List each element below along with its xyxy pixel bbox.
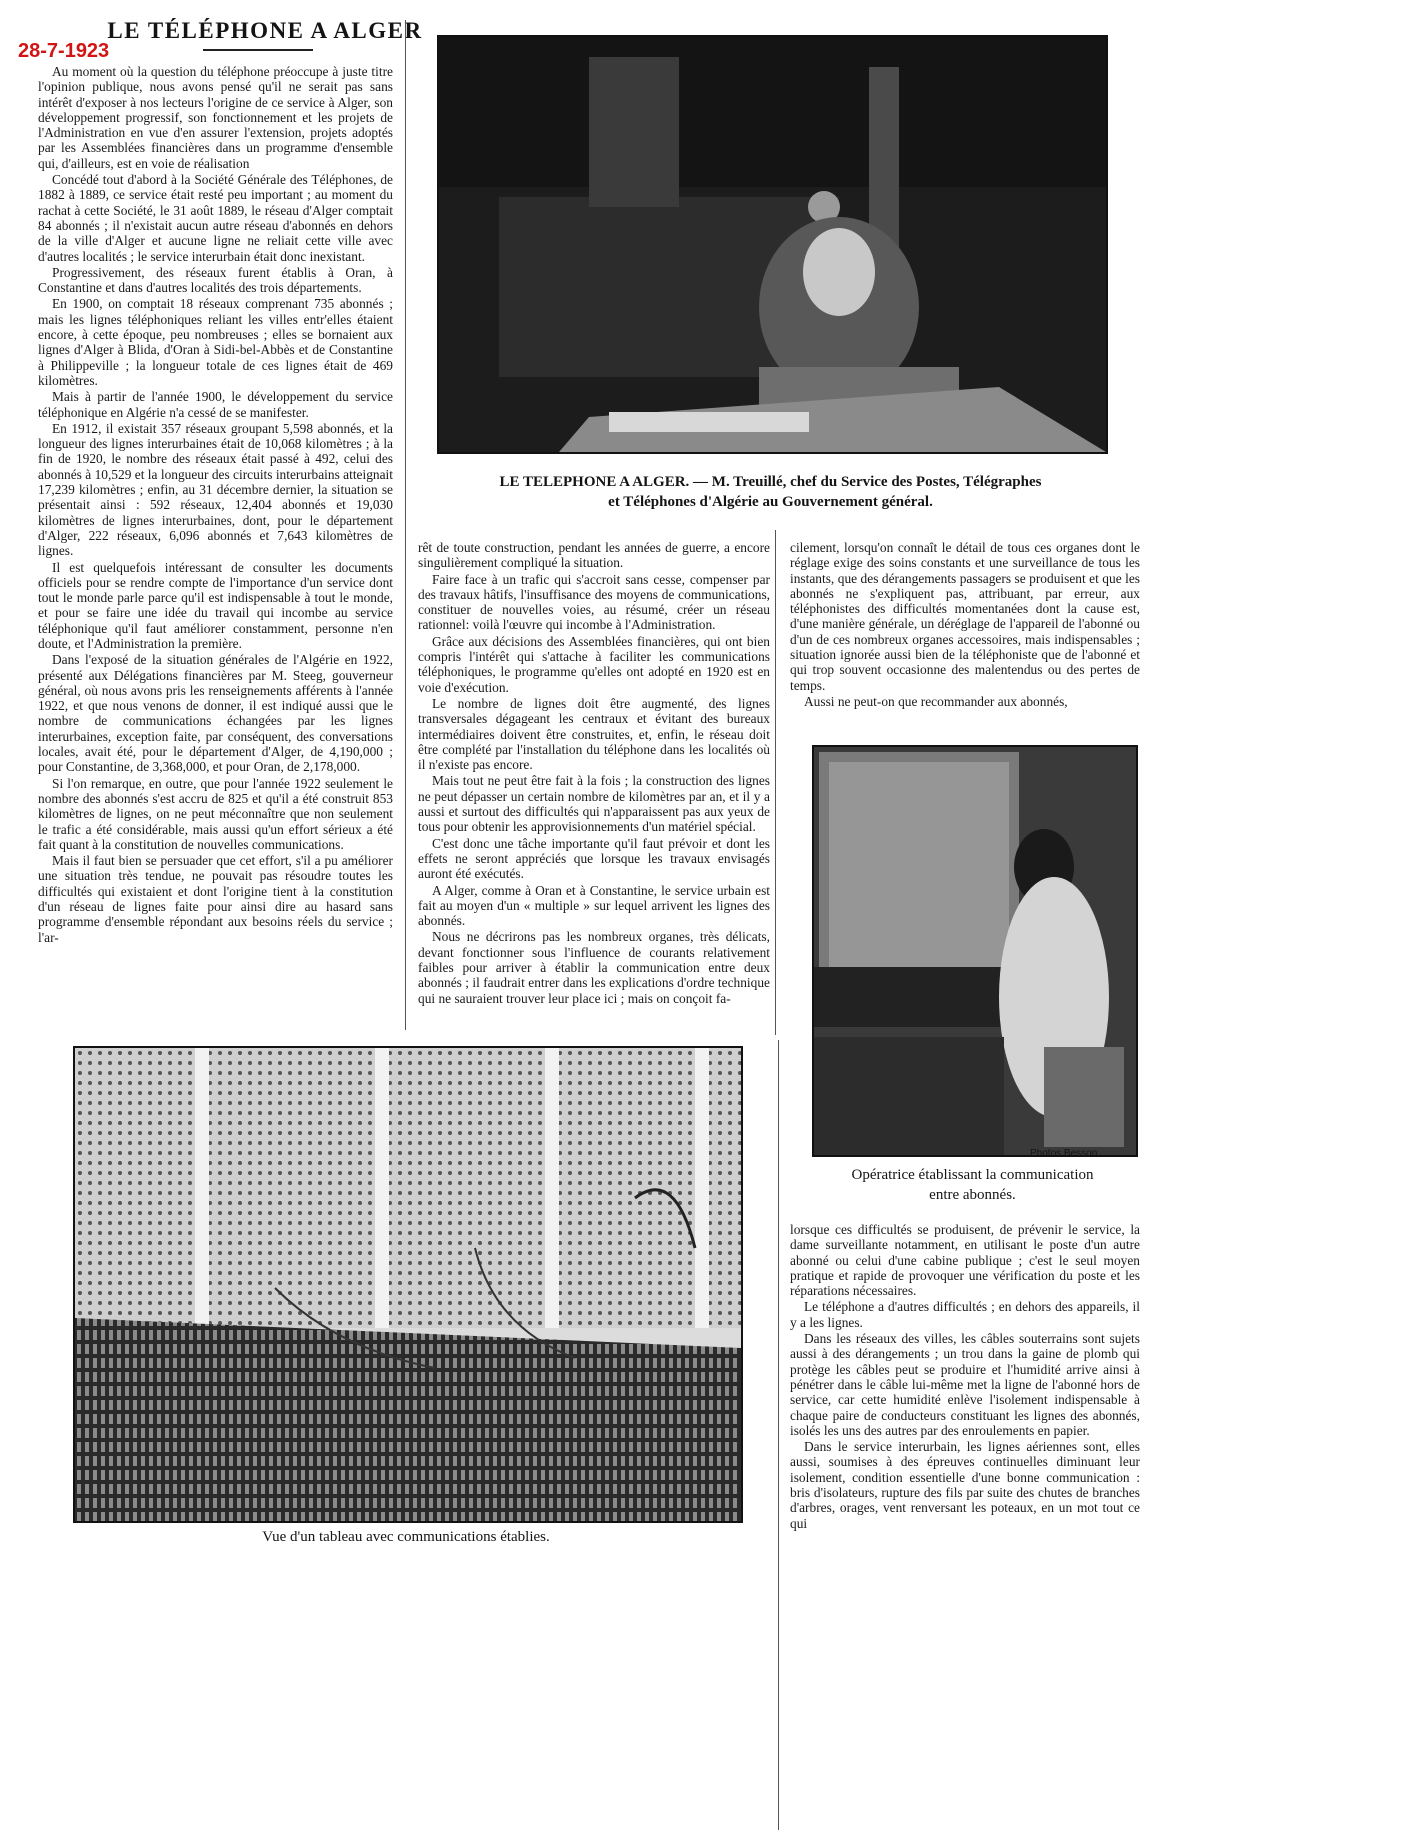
article-column-1 [38,64,393,946]
article-column-2 [418,540,770,1007]
operator-caption [805,1165,1140,1205]
paragraph: rêt de toute construction, pendant les années de guerre, a encore singulièrement compliqué la situation. [418,540,770,571]
headline-rule [203,49,313,51]
paragraph: Faire face à un trafic qui s'accroit sans cesse, compenser par des travaux hâtifs, l'insuffisance des moyens de communications, constituer de nouvelles voies, au résumé, créer un réseau rationnel: voilà l'œuvre qui incombe à l'Administration. [418,571,770,633]
paragraph: Dans les réseaux des villes, les câbles souterrains sont sujets aussi à des dérangements ; un trou dans la gaine de plomb qui protège les câbles peut se produire et l'humidité arrive ainsi à pénétrer dans le câble lui-même met la ligne de l'abonné hors de service, car cette humidité enlève l'isolement indispensable à chaque paire de conducteurs constituant les lignes des abonnés, isolés les uns des autres par des enroulements en papier. [790,1331,1140,1438]
paragraph: Dans le service interurbain, les lignes aériennes sont, elles aussi, soumises à des épreuves continuelles diminuant leur isolement, condition essentielle d'une bonne communication : bris d'isolateurs, rupture des fils par suite des chutes de branches d'arbres, orages, vent renversant les poteaux, en un mot tout ce qui [790,1439,1140,1531]
paragraph: C'est donc une tâche importante qu'il faut prévoir et dont les effets ne seront appréciés que lorsque les travaux envisagés auront été exécutés. [418,835,770,882]
paragraph: Concédé tout d'abord à la Société Générale des Téléphones, de 1882 à 1889, ce service était resté peu important ; au moment du rachat à cette Société, le 31 août 1889, le réseau d'Alger comptait 84 abonnés ; il n'existait aucun autre réseau d'abonnés en dehors de la ville d'Alger et aucune ligne ne reliait cette ville avec d'autres localités ; le service interurbain était donc inexistant. [38,172,393,264]
paragraph: Progressivement, des réseaux furent établis à Oran, à Constantine et dans d'autres localités des trois départements. [38,264,393,296]
portrait-caption [437,472,1104,512]
paragraph: Il est quelquefois intéressant de consulter les documents officiels pour se rendre compte de l'importance d'un service dont tout le monde parle parce qu'il est indispensable à tout le monde, et pour se faire une idée du travail qui incombe au service téléphonique qu'il faut améliorer constamment, personne n'en doute, et l'Administration la première. [38,559,393,651]
paragraph: Mais tout ne peut être fait à la fois ; la construction des lignes ne peut dépasser un certain nombre de kilomètres par an, et il y a aussi et surtout des difficultés qui n'apparaissent pas aux yeux de tous pour obtenir les approvisionnements d'un matériel spécial. [418,773,770,835]
operator-photo-image [814,747,1136,1155]
portrait-photo [437,35,1108,454]
switchboard-photo-image [75,1048,741,1521]
article-column-3-top [790,540,1140,710]
switchboard-caption: Vue d'un tableau avec communications établies. [262,1529,550,1545]
headline: LE TÉLÉPHONE A ALGER [107,18,423,43]
column-rule [775,530,776,1035]
operator-caption-line2: entre abonnés. [929,1187,1016,1203]
photo-credit: Photos Besson. [1030,1148,1101,1159]
paragraph: Le téléphone a d'autres difficultés ; en dehors des appareils, il y a les lignes. [790,1299,1140,1330]
column-rule [405,20,406,1030]
operator-photo [812,745,1138,1157]
paragraph: lorsque ces difficultés se produisent, de prévenir le service, la dame surveillante notamment, en utilisant le poste d'un autre abonné ou celui d'une cabine publique ; c'est le seul moyen pratique et rapide de provoquer une vérification du poste et les réparations nécessaires. [790,1222,1140,1299]
paragraph: Mais il faut bien se persuader que cet effort, s'il a pu améliorer une situation très tendue, ne pouvait pas résoudre toutes les difficultés qui existaient et dont l'origine tient à la constitution d'un réseau de lignes faite pour ainsi dire au hasard sans programme d'ensemble répondant aux besoins réels du service ; l'ar- [38,853,393,945]
paragraph: Si l'on remarque, en outre, que pour l'année 1922 seulement le nombre des abonnés s'est accru de 825 et qu'il a été construit 853 kilomètres de lignes, on ne peut méconnaître que non seulement le trafic a été considérable, mais aussi qu'un effort sérieux a été fait quant à la constitution de nouvelles communications. [38,775,393,852]
operator-caption-line1: Opératrice établissant la communication [851,1167,1094,1183]
paragraph: Nous ne décrirons pas les nombreux organes, très délicats, devant fonctionner sous l'influence de courants relativement faibles pour arriver à établir la communication entre deux abonnés ; il faudrait entrer dans les explications d'ordre technique qui ne sauraient trouver leur place ici ; mais on conçoit fa- [418,929,770,1006]
switchboard-photo [73,1046,743,1523]
portrait-photo-image [439,37,1106,452]
paragraph: cilement, lorsqu'on connaît le détail de tous ces organes dont le réglage exige des soins constants et une surveillance de tous les instants, que des dérangements passagers se produisent et que les abonnés ne s'expliquent pas, attribuant, par erreur, aux téléphonistes des difficultés momentanées dont la cause est, d'une manière générale, un déréglage de l'appareil de l'abonné ou d'un de ces nombreux organes accessoires, mais indispensables ; situation ignorée aussi bien de la téléphoniste que de l'abonné et qui trop souvent occasionne des malentendus ou des pertes de temps. [790,540,1140,693]
paragraph: Grâce aux décisions des Assemblées financières, qui ont bien compris l'intérêt qui s'attache à faciliter les communications téléphoniques, le programme qu'elles ont adopté en 1920 est en voie d'exécution. [418,633,770,695]
date-stamp: 28-7-1923 [18,40,110,62]
paragraph: Au moment où la question du téléphone préoccupe à juste titre l'opinion publique, nous avons pensé qu'il ne serait pas sans intérêt d'exposer à nos lecteurs l'origine de ce service à Alger, son développement progressif, son fonctionnement et les projets de l'Administration en vue d'en assurer l'extension, projets adoptés par les Assemblées financières dans un programme d'ensemble qui, d'ailleurs, est en voie de réalisation [38,64,393,171]
paragraph: Aussi ne peut-on que recommander aux abonnés, [804,693,1068,709]
paragraph: En 1912, il existait 357 réseaux groupant 5,598 abonnés, et la longueur des lignes interurbaines était de 10,068 kilomètres ; à la fin de 1920, le nombre des réseaux était passé à 492, celui des abonnés à 10,529 et la longueur des circuits interurbains atteignait 17,239 kilomètres ; enfin, au 31 décembre dernier, la situation se présentait ainsi : 592 réseaux, 12,404 abonnés et 19,030 kilomètres de lignes interurbaines, dont, pour le département d'Alger, 222 réseaux, 6,096 abonnés et 7,643 kilomètres de lignes. [38,420,393,559]
column-rule [778,1040,779,1830]
portrait-caption-line2: et Téléphones d'Algérie au Gouvernement général. [608,494,933,510]
portrait-caption-line1: LE TELEPHONE A ALGER. — M. Treuillé, chef du Service des Postes, Télégraphes [499,474,1042,490]
article-column-3-bottom [790,1222,1140,1532]
paragraph: En 1900, on comptait 18 réseaux comprenant 735 abonnés ; mais les lignes téléphoniques reliant les villes entr'elles étaient encore, à cette époque, peu nombreuses ; elles se bornaient aux lignes d'Alger à Blida, d'Oran à Sidi-bel-Abbès et de Constantine à Philippeville ; la longueur totale de ces lignes était de 469 kilomètres. [38,296,393,388]
paragraph: Dans l'exposé de la situation générales de l'Algérie en 1922, présenté aux Délégations financières par M. Steeg, gouverneur général, où nous avons pris les renseignements afférents à l'année 1922, et que nous venons de donner, il est indiqué aussi que le nombre de communications échangées par les lignes interurbaines, exception faite, par conséquent, des conversations locales, avait été, pour le département d'Alger, de 4,190,000 ; pour Constantine, de 3,368,000, et pour Oran, de 2,178,000. [38,652,393,775]
paragraph: Mais à partir de l'année 1900, le développement du service téléphonique en Algérie n'a cessé de se manifester. [38,389,393,420]
paragraph: A Alger, comme à Oran et à Constantine, le service urbain est fait au moyen d'un « multiple » sur lequel arrivent les lignes des abonnés. [418,882,770,929]
paragraph: Le nombre de lignes doit être augmenté, des lignes transversales dégageant les centraux et évitant des bureaux intermédiaires doivent être construites, et, enfin, le réseau doit être complété par l'installation du téléphone dans les localités où il n'existe pas encore. [418,695,770,773]
